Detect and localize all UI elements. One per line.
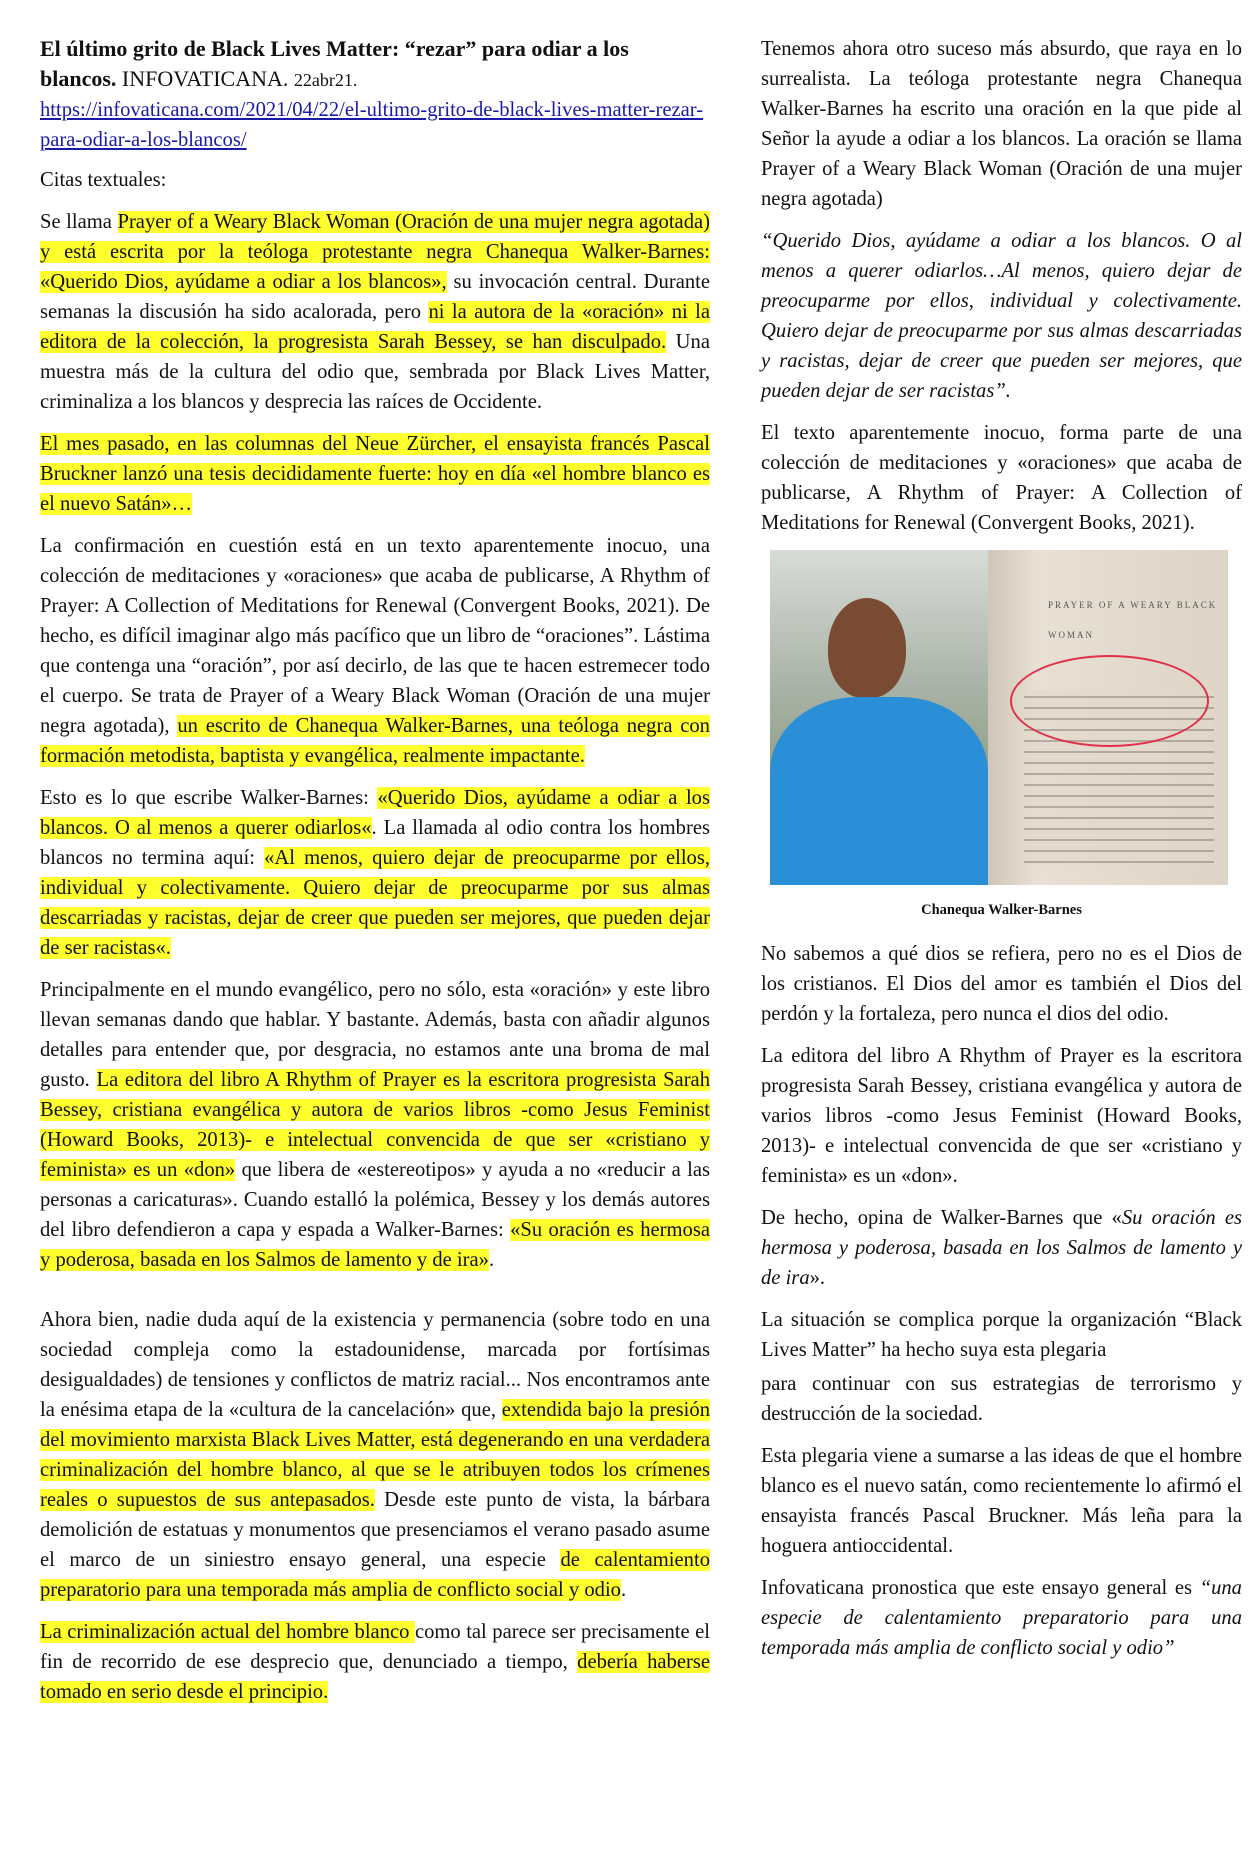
highlighted-text: de calentamiento preparatorio para una temporada más amplia de conflicto social y odio xyxy=(40,1549,710,1601)
text: . La llamada al odio contra los hombres blancos no termina aquí: xyxy=(40,817,710,869)
text: como tal parece ser precisamente el fin de recorrido de ese desprecio que, denunciado a tiempo, xyxy=(40,1621,710,1673)
text: Se llama xyxy=(40,211,118,233)
portrait-photo xyxy=(770,550,988,885)
text: que libera de «estereotipos» y ayuda a no «reducir a las personas a caricaturas». Cuando estalló la polémica, Bessey y los demás autores del libro defendieron a capa y espada a Walker-Barnes: xyxy=(40,1159,710,1241)
paragraph xyxy=(40,1617,710,1707)
left-paragraphs xyxy=(40,207,710,1707)
text: su invocación central. Durante semanas la discusión ha sido acalorada, pero xyxy=(40,271,711,323)
paragraph xyxy=(40,207,710,417)
citations-label: Citas textuales: xyxy=(40,169,167,191)
text: . xyxy=(620,1579,627,1601)
text: Una muestra más de la cultura del odio que, sembrada por Black Lives Matter, criminaliza a los blancos y desprecia las raíces de Occidente. xyxy=(40,331,710,413)
highlighted-text: extendida bajo la presión del movimiento marxista Black Lives Matter, está degenerando en una verdadera criminalización del hombre blanco, al que se le atribuyen todos los crímenes reales o supuestos de sus antepasados. xyxy=(40,1399,710,1511)
paragraph xyxy=(40,975,710,1275)
text: Principalmente en el mundo evangélico, pero no sólo, esta «oración» y este libro llevan semanas dando que hablar. Y bastante. Además, basta con añadir algunos detalles para entender que, por desgracia, no estamos ante una broma de mal gusto. xyxy=(40,979,710,1091)
figure-caption: Chanequa Walker-Barnes xyxy=(921,902,1082,918)
paragraph xyxy=(40,783,710,963)
left-column xyxy=(40,34,710,1719)
paragraph: La situación se complica porque la organización “Black Lives Matter” ha hecho suya esta plegaria xyxy=(761,1309,1242,1361)
text: Ahora bien, nadie duda aquí de la existencia y permanencia (sobre todo en una sociedad compleja como la estadounidense, marcada por fortísimas desigualdades) de tensiones y conflictos de matriz racial... Nos encontramos ante la enésima etapa de la «cultura de la cancelación» que, xyxy=(40,1309,710,1421)
right-column xyxy=(761,34,1242,1675)
highlighted-text: La editora del libro A Rhythm of Prayer es la escritora progresista Sarah Bessey, cristiana evangélica y autora de varios libros -como Jesus Feminist (Howard Books, 2013)- e intelectual convencida de que ser «cristiano y feminista» es un «don» xyxy=(40,1069,710,1181)
paragraph: El texto aparentemente inocuo, forma parte de una colección de meditaciones y «oraciones» que acaba de publicarse, A Rhythm of Prayer: A Collection of Meditations for Renewal (Convergent Books, 2021). xyxy=(761,422,1242,534)
paragraph: La editora del libro A Rhythm of Prayer es la escritora progresista Sarah Bessey, cristiana evangélica y autora de varios libros -como Jesus Feminist (Howard Books, 2013)- e intelectual convencida de que ser «cristiano y feminista» es un «don». xyxy=(761,1045,1242,1187)
highlighted-text: debería haberse tomado en serio desde el principio. xyxy=(40,1651,710,1703)
paragraph: Tenemos ahora otro suceso más absurdo, que raya en lo surrealista. La teóloga protestante negra Chanequa Walker-Barnes ha escrito una oración en la que pide al Señor la ayude a odiar a los blancos. La oración se llama Prayer of a Weary Black Woman (Oración de una mujer negra agotada) xyxy=(761,38,1242,210)
book-page-photo xyxy=(988,550,1228,885)
figure-image xyxy=(770,550,1228,885)
highlighted-text: «Querido Dios, ayúdame a odiar a los blancos. O al menos a querer odiarlos« xyxy=(40,787,710,839)
text: La confirmación en cuestión está en un texto aparentemente inocuo, una colección de meditaciones y «oraciones» que acaba de publicarse, A Rhythm of Prayer: A Collection of Meditations for Renewal (Convergent Books, 2021). De hecho, es difícil imaginar algo más pacífico que un libro de “oraciones”. Lástima que contenga una “oración”, por así decirlo, de las que te hacen estremecer todo el cuerpo. Se trata de Prayer of a Weary Black Woman (Oración de una mujer negra agotada), xyxy=(40,535,710,737)
red-circle-mark xyxy=(1010,655,1209,747)
paragraph xyxy=(40,1305,710,1605)
source-name: INFOVATICANA. xyxy=(121,66,289,91)
paragraph: para continuar con sus estrategias de terrorismo y destrucción de la sociedad. xyxy=(761,1373,1242,1425)
highlighted-text: La criminalización actual del hombre blanco xyxy=(40,1621,415,1643)
highlighted-text: ni la autora de la «oración» ni la editora de la colección, la progresista Sarah Bessey, se han disculpado. xyxy=(40,301,710,353)
article-title: El último grito de Black Lives Matter: “rezar” para odiar a los blancos. INFOVATICANA. 22abr21. xyxy=(40,36,629,91)
article-date: 22abr21. xyxy=(293,70,358,90)
highlighted-text: un escrito de Chanequa Walker-Barnes, una teóloga negra con formación metodista, baptista y evangélica, realmente impactante. xyxy=(40,715,710,767)
text: . xyxy=(488,1249,495,1271)
paragraph: De hecho, opina de Walker-Barnes que «Su oración es hermosa y poderosa, basada en los Salmos de lamento y de ira». xyxy=(761,1207,1242,1289)
paragraph: Infovaticana pronostica que este ensayo general es “una especie de calentamiento preparatorio para una temporada más amplia de conflicto social y odio” xyxy=(761,1577,1242,1659)
text: Esto es lo que escribe Walker-Barnes: xyxy=(40,787,378,809)
highlighted-text: «Al menos, quiero dejar de preocuparme por ellos, individual y colectivamente. Quiero dejar de preocuparme por sus almas descarriadas y racistas, dejar de creer que pueden ser mejores, que pueden dejar de ser racistas«. xyxy=(40,847,711,959)
highlighted-text: «Su oración es hermosa y poderosa, basada en los Salmos de lamento y de ira» xyxy=(40,1219,710,1271)
highlighted-text: El mes pasado, en las columnas del Neue Zürcher, el ensayista francés Pascal Bruckner lanzó una tesis decididamente fuerte: hoy en día «el hombre blanco es el nuevo Satán»… xyxy=(40,433,710,515)
paragraph xyxy=(40,429,710,519)
paragraph: No sabemos a qué dios se refiera, pero no es el Dios de los cristianos. El Dios del amor es también el Dios del perdón y la fortaleza, pero nunca el dios del odio. xyxy=(761,943,1242,1025)
text: Desde este punto de vista, la bárbara demolición de estatuas y monumentos que presenciamos el verano pasado asume el marco de un siniestro ensayo general, una especie xyxy=(40,1489,710,1571)
paragraph xyxy=(40,531,710,771)
highlighted-text: Prayer of a Weary Black Woman (Oración de una mujer negra agotada) y está escrita por la teóloga protestante negra Chanequa Walker-Barnes: «Querido Dios, ayúdame a odiar a los blancos», xyxy=(40,211,710,293)
article-link[interactable]: https://infovaticana.com/2021/04/22/el-ultimo-grito-de-black-lives-matter-rezar-para-odiar-a-los-blancos/ xyxy=(40,99,704,151)
quote-paragraph: “Querido Dios, ayúdame a odiar a los blancos. O al menos a querer odiarlos…Al menos, quiero dejar de preocuparme por ellos, individual y colectivamente. Quiero dejar de preocuparme por sus almas descarriadas y racistas, dejar de creer que pueden ser mejores, que pueden dejar de ser racistas”. xyxy=(761,230,1242,402)
paragraph: Esta plegaria viene a sumarse a las ideas de que el hombre blanco es el nuevo satán, como recientemente lo afirmó el ensayista francés Pascal Bruckner. Más leña para la hoguera antioccidental. xyxy=(761,1445,1242,1557)
book-title: PRAYER OF A WEARY BLACK WOMAN xyxy=(1048,600,1218,640)
